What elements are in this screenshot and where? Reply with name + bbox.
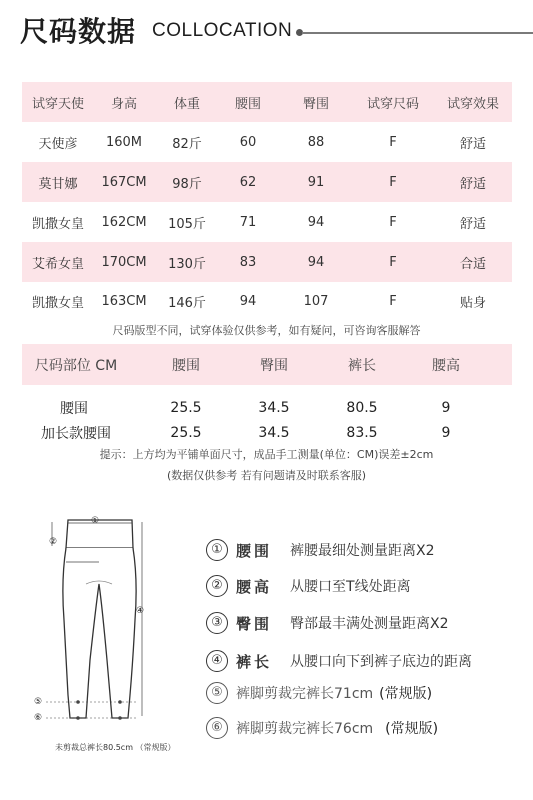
fit-cell: 凯撒女皇 — [31, 295, 84, 311]
legend-item-hem-76 — [206, 716, 438, 740]
legend-key: 臀围 — [236, 614, 273, 633]
fit-cell: 83 — [239, 254, 257, 270]
leggings-diagram — [40, 510, 200, 745]
size-cell: 83.5 — [346, 425, 378, 441]
legend-key: 腰高 — [236, 577, 273, 596]
size-cell: 加长款腰围 — [41, 426, 111, 442]
fit-cell: 62 — [239, 174, 257, 190]
size-header-waist: 腰围 — [172, 357, 200, 374]
diagram-marker-6: ⑥ — [34, 713, 43, 723]
legend-desc: 臀部最丰满处测量距离X2 — [290, 616, 449, 632]
fit-header-height: 身高 — [110, 96, 137, 112]
fit-cell: 舒适 — [459, 176, 486, 192]
legend-item-waist — [206, 538, 435, 562]
fit-cell: 82斤 — [172, 136, 202, 152]
legend-number: ① — [206, 539, 228, 561]
legend-tag: (常规版) — [385, 721, 439, 737]
fit-cell: 94 — [307, 214, 325, 230]
fit-cell: F — [389, 254, 397, 270]
fit-cell: 舒适 — [459, 136, 486, 152]
legend-number: ③ — [206, 612, 228, 634]
legend-desc: 从腰口至T线处距离 — [290, 579, 411, 595]
size-header-hip: 臀围 — [260, 357, 288, 374]
size-cell: 腰围 — [60, 401, 88, 417]
page-subtitle: COLLOCATION — [152, 20, 293, 41]
page-title: 尺码数据 — [20, 15, 137, 48]
fit-cell: 167CM — [101, 174, 147, 190]
fit-cell: 163CM — [101, 293, 147, 309]
fit-header-size: 试穿尺码 — [366, 96, 419, 112]
fit-cell: 94 — [239, 293, 257, 309]
size-cell: 25.5 — [170, 425, 202, 441]
fit-header-waist: 腰围 — [234, 96, 261, 112]
fit-table-note: 尺码版型不同，试穿体验仅供参考，如有疑问，可咨询客服解答 — [112, 324, 421, 337]
fit-cell: 105斤 — [168, 216, 206, 232]
fit-cell: 60 — [239, 134, 257, 150]
fit-cell: 162CM — [101, 214, 147, 230]
fit-cell: F — [389, 134, 397, 150]
legend-number: ④ — [206, 650, 228, 672]
fit-cell: 凯撒女皇 — [31, 216, 84, 232]
size-row-2 — [22, 421, 512, 445]
legend-key: 裤长 — [236, 652, 273, 671]
diagram-marker-2: ② — [49, 537, 58, 547]
fit-cell: 98斤 — [172, 176, 202, 192]
fit-cell: F — [389, 214, 397, 230]
fit-cell: 88 — [307, 134, 325, 150]
fit-cell: 莫甘娜 — [38, 176, 78, 192]
legend-item-rise — [206, 574, 411, 598]
size-cell: 9 — [441, 400, 451, 416]
fit-cell: 71 — [239, 214, 257, 230]
size-cell: 34.5 — [258, 400, 290, 416]
fit-header-effect: 试穿效果 — [446, 96, 499, 112]
size-table-disclaimer: (数据仅供参考 若有问题请及时联系客服) — [166, 469, 367, 482]
legend-desc: 从腰口向下到裤子底边的距离 — [290, 654, 473, 670]
diagram-caption: 未剪裁总裤长80.5cm （常规版） — [55, 743, 176, 752]
legend-desc: 裤脚剪裁完裤长76cm — [236, 721, 374, 737]
fit-cell: 91 — [307, 174, 325, 190]
legend-desc: 裤腰最细处测量距离X2 — [290, 543, 435, 559]
size-row-1 — [22, 396, 512, 420]
legend-number: ⑥ — [206, 717, 228, 739]
size-header-rise: 腰高 — [432, 357, 460, 374]
legend-item-hem-71 — [206, 681, 432, 705]
fit-cell: 160M — [105, 134, 143, 150]
fit-cell: 天使彦 — [38, 136, 78, 152]
fit-cell: 贴身 — [459, 295, 486, 311]
legend-number: ⑤ — [206, 682, 228, 704]
fit-cell: 舒适 — [459, 216, 486, 232]
legend-number: ② — [206, 575, 228, 597]
fit-header-model: 试穿天使 — [31, 96, 84, 112]
fit-row-4 — [22, 242, 512, 282]
size-header-part: 尺码部位 CM — [34, 357, 118, 374]
fit-header-weight: 体重 — [173, 96, 200, 112]
fit-cell: 合适 — [459, 256, 486, 272]
diagram-marker-5: ⑤ — [34, 697, 43, 707]
fit-row-1 — [22, 122, 512, 162]
fit-row-3 — [22, 202, 512, 242]
size-cell: 9 — [441, 425, 451, 441]
fit-cell: 艾希女皇 — [31, 256, 84, 272]
fit-header-hip: 臀围 — [302, 96, 329, 112]
title-decoration-line — [302, 32, 533, 34]
diagram-marker-4: ④ — [136, 606, 145, 616]
legend-item-hip — [206, 611, 449, 635]
fit-table-header — [22, 82, 512, 122]
fit-cell: 130斤 — [168, 256, 206, 272]
size-cell: 80.5 — [346, 400, 378, 416]
diagram-marker-1: ① — [91, 516, 100, 526]
size-cell: 25.5 — [170, 400, 202, 416]
fit-row-5 — [22, 281, 512, 321]
legend-desc: 裤脚剪裁完裤长71cm — [236, 686, 374, 702]
legend-item-length — [206, 649, 472, 673]
legend-key: 腰围 — [236, 541, 273, 560]
size-table-note: 提示：上方均为平铺单面尺寸，成品手工测量(单位：CM)误差±2cm — [99, 448, 434, 461]
fit-cell: 107 — [303, 293, 329, 309]
fit-cell: 94 — [307, 254, 325, 270]
size-cell: 34.5 — [258, 425, 290, 441]
fit-cell: F — [389, 174, 397, 190]
fit-cell: F — [389, 293, 397, 309]
fit-cell: 146斤 — [168, 295, 206, 311]
size-table-header — [22, 344, 512, 385]
legend-tag: (常规版) — [379, 686, 433, 702]
fit-cell: 170CM — [101, 254, 147, 270]
size-header-length: 裤长 — [348, 357, 376, 374]
fit-row-2 — [22, 162, 512, 202]
